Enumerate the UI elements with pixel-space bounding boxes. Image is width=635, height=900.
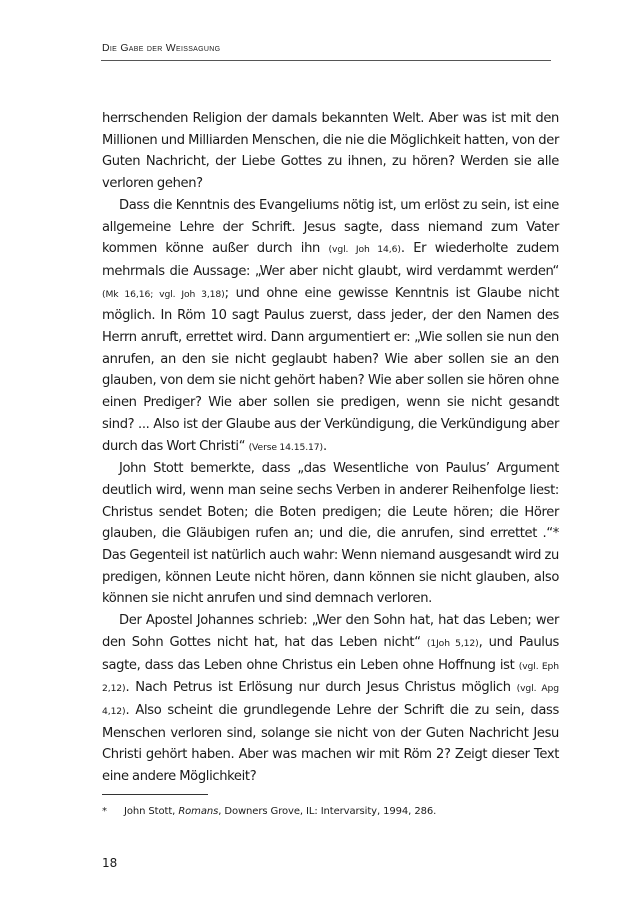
footnote-author: John Stott, [124,806,179,817]
paragraph-text: herrschenden Religion der damals bekannten Welt. Aber was ist mit den Millionen und Milliarden Menschen, die nie die Möglichkeit hatten, von der Guten Nachricht, der Liebe Gottes zu ihnen, zu hören? Werden sie alle verloren gehen? [102,111,559,192]
scripture-reference: (vgl. Eph 2,12) [102,660,559,695]
footnote-title: Romans [178,806,219,817]
scripture-reference: (Verse 14.15.17) [248,441,324,453]
body-text [102,108,559,788]
paragraph-text: Dass die Kenntnis des Evangeliums nötig ist, um erlöst zu sein, ist eine allgemeine Lehre der Schrift. Jesus sagte, dass niemand zum Vater kommen könne außer durch ihn [102,197,559,257]
paragraph-text: . Nach Petrus ist Erlösung nur durch Jesus Christus möglich [125,680,517,696]
scripture-reference: (1Joh 5,12) [426,637,479,649]
paragraph-text: Der Apostel Johannes schrieb: „Wer den Sohn hat, hat das Leben; wer den Sohn Gottes nicht hat, hat das Leben nicht“ [102,613,559,650]
paragraph-text: ; und ohne eine gewisse Kenntnis ist Glaube nicht möglich. In Röm 10 sagt Paulus zuerst, dass jeder, der den Namen des Herrn anruft, errettet wird. Dann argumentiert er: „Wie sollen sie nun den anrufen, an den sie nicht geglaubt haben? Wie aber sollen sie an den glauben, von dem sie nicht gehört haben? Wie aber sollen sie hören ohne einen Prediger? Wie aber sollen sie predigen, wenn sie nicht gesandt sind? ... Also ist der Glaube aus der Verkündigung, die Verkündigung aber durch das Wort Christi“ [102,285,560,454]
paragraph [102,108,559,195]
header-rule [101,60,551,61]
scripture-reference: (Mk 16,16; vgl. Joh 3,18) [102,288,225,300]
paragraph-text: . Er wiederholte zudem mehrmals die Aussage: „Wer aber nicht glaubt, wird verdammt werden“ [102,241,560,279]
paragraph [102,195,559,458]
footnote-details: , Downers Grove, IL: Intervarsity, 1994, 286. [218,806,437,817]
paragraph-text: . Also scheint die grundlegende Lehre der Schrift die zu sein, dass Menschen verloren sind, solange sie nicht von der Guten Nachricht Jesu Christi gehört haben. Aber was machen wir mit Röm 2? Zeigt dieser Text eine andere Möglichkeit? [102,702,559,785]
paragraph [102,458,559,610]
footnote-rule [102,794,208,795]
running-header: Die Gabe der Weissagung [102,42,221,54]
footnote [102,806,552,817]
scripture-reference: (vgl. Joh 14,6) [328,244,401,256]
footnote-marker: * [102,806,107,817]
paragraph-text: . [323,438,327,454]
page-number: 18 [102,856,118,870]
paragraph [102,610,559,788]
scripture-reference: (vgl. Apg 4,12) [102,683,559,717]
paragraph-text: , und Paulus sagte, dass das Leben ohne Christus ein Leben ohne Hoffnung ist [102,634,559,673]
paragraph-text: John Stott bemerkte, dass „das Wesentliche von Paulus’ Argument deutlich wird, wenn man seine sechs Verben in anderer Reihenfolge liest: Christus sendet Boten; die Boten predigen; die Leute hören; die Hörer glauben, die Gläubigen rufen an; und die, die anrufen, sind errettet .“* Das Gegenteil ist natürlich auch wahr: Wenn niemand ausgesandt wird zu predigen, können Leute nicht hören, dann können sie nicht glauben, also können sie nicht anrufen und sind demnach verloren. [102,461,559,607]
